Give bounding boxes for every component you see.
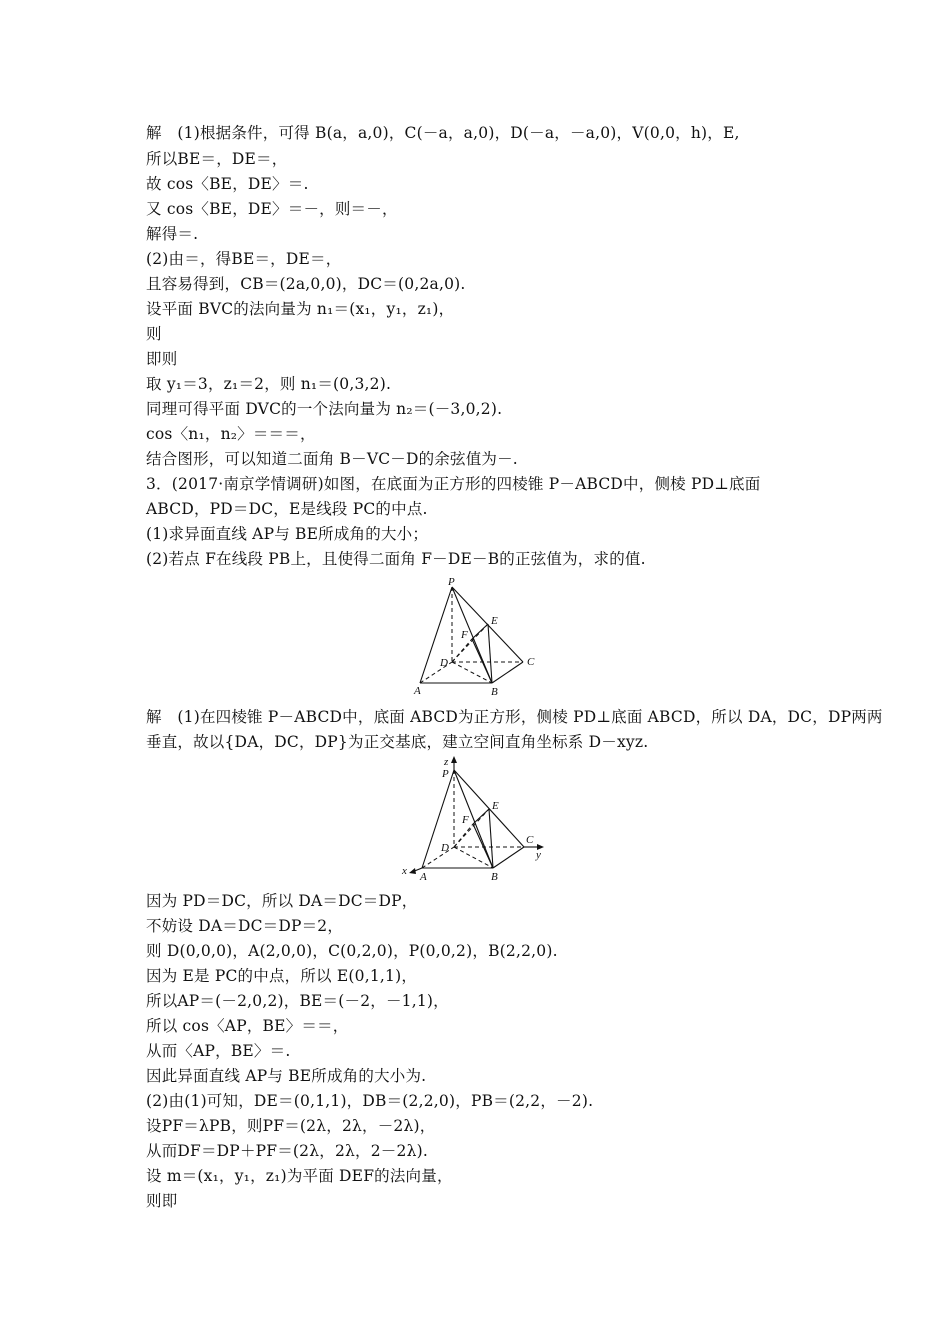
text-line: 从而DF＝DP＋PF＝(2λ，2λ，2－2λ). xyxy=(146,1142,428,1160)
label-a: A xyxy=(420,871,427,883)
text-line: 又 cos〈BE，DE〉＝－，则＝－， xyxy=(146,200,398,218)
coordinate-pyramid-figure xyxy=(398,756,553,884)
text-line: 因为 E是 PC的中点，所以 E(0,1,1)， xyxy=(146,967,418,985)
text-line: 则 D(0,0,0)，A(2,0,0)，C(0,2,0)，P(0,0,2)，B(2,2,0). xyxy=(146,942,558,960)
text-line: 同理可得平面 DVC的一个法向量为 n₂＝(－3,0,2). xyxy=(146,400,503,418)
text-line: 结合图形，可以知道二面角 B－VC－D的余弦值为－. xyxy=(146,450,518,468)
text-line: 解 (1)在四棱锥 P－ABCD中，底面 ABCD为正方形，侧棱 PD⊥底面 ABCD，所以 DA，DC，DP两两 xyxy=(146,708,883,726)
text-line: 解得＝. xyxy=(146,225,199,243)
axis-label-x: x xyxy=(402,865,407,877)
text-line: ABCD，PD＝DC，E是线段 PC的中点. xyxy=(146,500,428,518)
text-line: (2)由＝，得BE＝，DE＝， xyxy=(146,250,342,268)
label-e: E xyxy=(491,615,498,627)
problem-3-heading: 3．(2017·南京学情调研)如图，在底面为正方形的四棱锥 P－ABCD中，侧棱 PD⊥底面 xyxy=(146,475,761,493)
label-c: C xyxy=(526,834,534,846)
label-c: C xyxy=(527,656,535,668)
text-line: 故 cos〈BE，DE〉＝. xyxy=(146,175,309,193)
question-2: (2)若点 F在线段 PB上，且使得二面角 F－DE－B的正弦值为，求的值. xyxy=(146,550,646,568)
label-d: D xyxy=(441,842,449,854)
axis-label-y: y xyxy=(536,849,541,861)
text-line: 解 (1)根据条件，可得 B(a，a,0)，C(－a，a,0)，D(－a，－a,0)，V(0,0，h)，E, xyxy=(146,124,740,142)
text-line: 且容易得到，CB＝(2a,0,0)，DC＝(0,2a,0). xyxy=(146,275,466,293)
text-line: 所以 cos〈AP，BE〉＝＝， xyxy=(146,1017,349,1035)
text-line: 不妨设 DA＝DC＝DP＝2， xyxy=(146,917,344,935)
text-line: 所以AP＝(－2,0,2)，BE＝(－2，－1,1)， xyxy=(146,992,449,1010)
text-line: 则即 xyxy=(146,1192,178,1210)
label-b: B xyxy=(491,686,498,698)
text-line: 取 y₁＝3，z₁＝2，则 n₁＝(0,3,2). xyxy=(146,375,392,393)
question-1: (1)求异面直线 AP与 BE所成角的大小； xyxy=(146,525,429,543)
text-line: 从而〈AP，BE〉＝. xyxy=(146,1042,291,1060)
text-line: 垂直，故以{DA，DC，DP}为正交基底，建立空间直角坐标系 D－xyz. xyxy=(146,733,649,751)
text-line: 所以BE＝，DE＝， xyxy=(146,150,288,168)
text-line: 即则 xyxy=(146,350,178,368)
label-p: P xyxy=(442,768,449,780)
text-line: (2)由(1)可知，DE＝(0,1,1)，DB＝(2,2,0)，PB＝(2,2，－2). xyxy=(146,1092,594,1110)
label-a: A xyxy=(414,685,421,697)
label-f: F xyxy=(461,629,468,641)
axis-label-z: z xyxy=(444,756,449,768)
text-line: 因为 PD＝DC，所以 DA＝DC＝DP， xyxy=(146,892,418,910)
label-b: B xyxy=(491,871,498,883)
label-e: E xyxy=(492,800,499,812)
label-p: P xyxy=(448,578,455,588)
label-d: D xyxy=(440,657,448,669)
label-f: F xyxy=(462,814,469,826)
text-line: 设PF＝λPB，则PF＝(2λ，2λ，－2λ)， xyxy=(146,1117,436,1135)
text-line: 设 m＝(x₁，y₁，z₁)为平面 DEF的法向量， xyxy=(146,1167,453,1185)
text-line: 设平面 BVC的法向量为 n₁＝(x₁，y₁，z₁)， xyxy=(146,300,455,318)
text-line: cos〈n₁，n₂〉＝＝＝， xyxy=(146,425,316,443)
text-line: 因此异面直线 AP与 BE所成角的大小为. xyxy=(146,1067,427,1085)
pyramid-figure xyxy=(405,578,555,698)
text-line: 则 xyxy=(146,325,162,343)
